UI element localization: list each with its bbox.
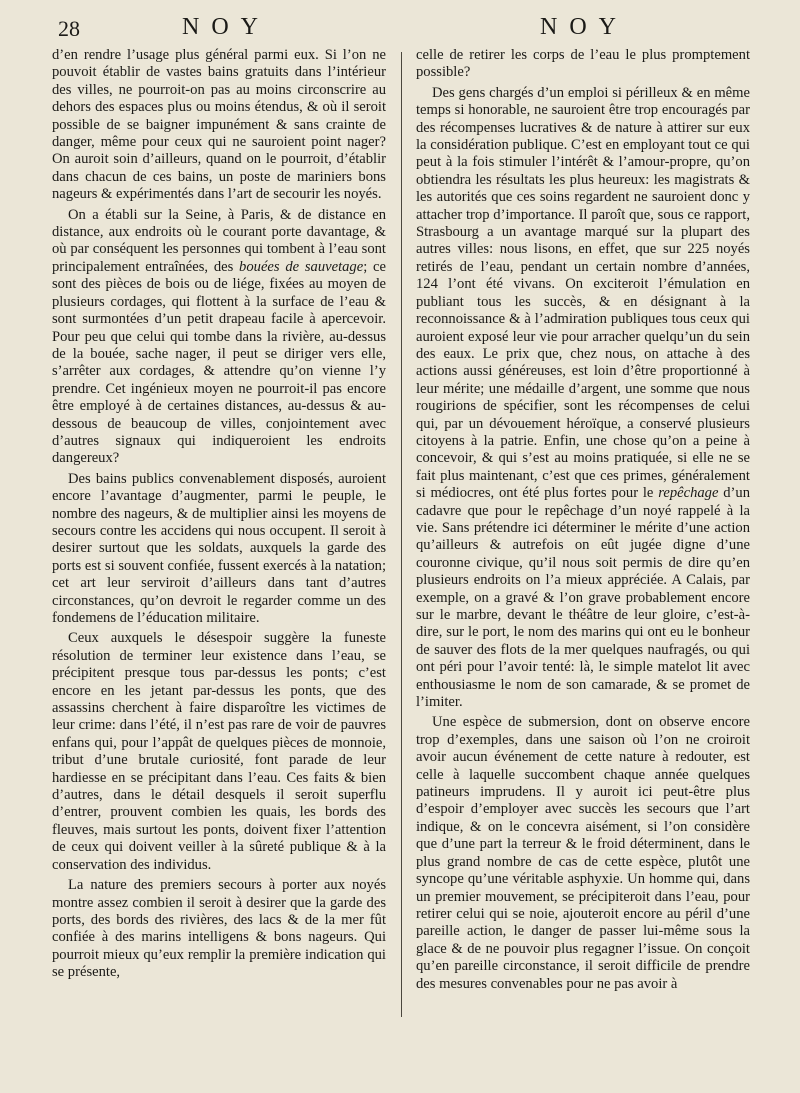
paragraph: Des bains publics convenablement disposés, auroient encore l’avantage d’augmenter, parmi le peuple, le nombre des nageurs, & de multiplier ainsi les moyens de secours contre les accidens qui nous occupent. Il seroit à desirer surtout que les soldats, auxquels la garde des ports est si souvent confiée, fussent exercés à la natation; cet art leur serviroit d’ailleurs dans tant d’autres circonstances, qu’on devroit le regarder comme un des fondemens de l’éducation militaire. bbox=[52, 470, 386, 626]
right-column bbox=[416, 47, 750, 996]
page-number: 28 bbox=[58, 16, 80, 41]
running-head-left: NOY bbox=[182, 14, 270, 40]
paragraph bbox=[416, 85, 750, 712]
page-header bbox=[0, 8, 800, 52]
running-head-right: NOY bbox=[540, 14, 628, 40]
paragraph: celle de retirer les corps de l’eau le plus promptement possible? bbox=[416, 47, 750, 81]
paragraph: Une espèce de submersion, dont on observe encore trop d’exemples, dans une saison où l’on ne croiroit avoir aucun événement de cette nature à redouter, est celle à laquelle succombent chaque année quelques patineurs imprudens. Il y auroit ici peut-être plus d’espoir d’employer avec succès les secours que l’art indique, & on le concevra aisément, si l’on considère que d’une part la terreur & le froid déterminent, dans le plus grand nombre de cas de cette espèce, plutôt une syncope qu’une véritable asphyxie. Un homme qui, dans un premier mouvement, se précipiteroit dans l’eau, pour retirer celui qui se noie, ajouteroit encore au péril d’une pareille action, le danger de passer lui-même sous la glace & de ne pouvoir plus regagner l’issue. On conçoit qu’en pareille circonstance, il seroit difficile de prendre des mesures convenables pour ne pas avoir à bbox=[416, 714, 750, 992]
left-column bbox=[52, 47, 386, 985]
paragraph: Ceux auxquels le désespoir suggère la funeste résolution de terminer leur existence dans l’eau, se précipitent presque tous par-dessus les ponts; c’est encore en les jetant par-dessus les ponts, que des assassins cherchent à faire disparoître les victimes de leur crime: dans l’été, il n’est pas rare de voir de pauvres enfans qui, pour l’appât de quelques pièces de monnoie, tribut d’une brutale curiosité, font parade de leur hardiesse en se précipitant dans l’eau. Ces faits & bien d’autres, dans le détail desquels il seroit superflu d’entrer, prouvent combien les quais, les bords des fleuves, mais surtout les ponts, doivent fixer l’attention de ceux qui doivent veiller à la sûreté publique & à la conservation des individus. bbox=[52, 630, 386, 873]
text-run: Des gens chargés d’un emploi si périlleux & en même temps si honorable, ne sauroient être trop encouragés par des récompenses lucratives & de nature à attirer sur eux la considération publique. C’est en employant tout ce qui peut à la fois stimuler l’intérêt & l’amour-propre, qu’on obtiendra les résultats les plus heureux: les magistrats & les autorités que ces soins regardent ne sauroient donc y attacher trop d’importance. Il paroît que, sous ce rapport, Strasbourg a un avantage marqué sur la plupart des autres villes: nous lisons, en effet, que sur 225 noyés retirés de l’eau, pendant un certain nombre d’années, 124 l’ont été vivans. On exciteroit l’émulation en publiant tous les succès, & en désignant à la reconnoissance & à l’admiration publiques tous ceux qui auroient exposé leur vie pour arracher quelqu’un du sein des eaux. Le prix que, chez nous, on attache à des actions aussi généreuses, est loin d’être proportionné à leur mérite; une médaille d’argent, une somme que nous rougirions de spécifier, sont les récompenses de celui qui, par un dévouement héroïque, a conservé plusieurs citoyens à la patrie. Enfin, une chose qu’on a peine à concevoir, & qui s’est au moins pratiquée, si elle ne se fait plus maintenant, c’est que ces primes, généralement si médiocres, ont été plus fortes pour le bbox=[416, 84, 750, 502]
italic-term: bouées de sauvetage bbox=[239, 258, 364, 275]
italic-term: repêchage bbox=[658, 485, 719, 502]
text-run: d’un cadavre que pour le repêchage d’un noyé rappelé à la vie. Sans prétendre ici déterminer le mérite d’une action qu’ailleurs & autrefois on eût jugée digne d’une couronne civique, qu’il nous soit permis de dire qu’en plusieurs endroits on l’a mieux appréciée. A Calais, par exemple, on a gravé & l’on grave probablement encore sur le marbre, devant le théâtre de leur gloire, c’est-à-dire, sur le port, le nom des marins qui ont eu le bonheur de sauver des flots de la mer quelques naufragés, ou qui ont péri pour l’avoir tenté: là, le simple matelot lit avec enthousiasme le nom de son camarade, & se promet de l’imiter. bbox=[416, 485, 750, 711]
column-divider bbox=[401, 52, 402, 1017]
paragraph bbox=[52, 207, 386, 468]
paragraph: d’en rendre l’usage plus général parmi eux. Si l’on ne pouvoit établir de vastes bains gratuits dans l’intérieur des villes, ne pourroit-on pas au moins circonscrire au dehors des espaces plus ou moins étendus, & où il seroit possible de se baigner impunément & sans crainte de danger, même pour ceux qui ne sauroient point nager? On auroit soin d’ailleurs, quand on le pourroit, d’établir dans chacun de ces bains, un poste de mariniers bons nageurs & expérimentés dans l’art de secourir les noyés. bbox=[52, 47, 386, 203]
text-run: On a établi sur la Seine, à Paris, & de distance en distance, aux endroits où le courant porte davantage, & où par conséquent les personnes qui tombent à l’eau sont principalement entraînées, des bbox=[52, 206, 386, 275]
paragraph: La nature des premiers secours à porter aux noyés montre assez combien il seroit à desirer que la garde des ports, des bords des rivières, des lacs & de la mer fût confiée à des marins intelligens & bons nageurs. Qui pourroit mieux qu’eux remplir la première indication qui se présente, bbox=[52, 877, 386, 981]
text-run: ; ce sont des pièces de bois ou de liége, fixées au moyen de plusieurs cordages, qui flottent à la surface de l’eau & sont surmontées d’un petit drapeau facile à apercevoir. Pour peu que celui qui tombe dans la rivière, au-dessus de la bouée, sache nager, il peut se diriger vers elle, s’arrêter aux cordages, & attendre qu’on vienne l’y prendre. Cet ingénieux moyen ne pourroit-il pas encore être employé à de certaines distances, au-dessus & au-dessous de beaucoup de villes, conjointement avec d’autres signaux qui indiqueroient les endroits dangereux? bbox=[52, 258, 386, 467]
